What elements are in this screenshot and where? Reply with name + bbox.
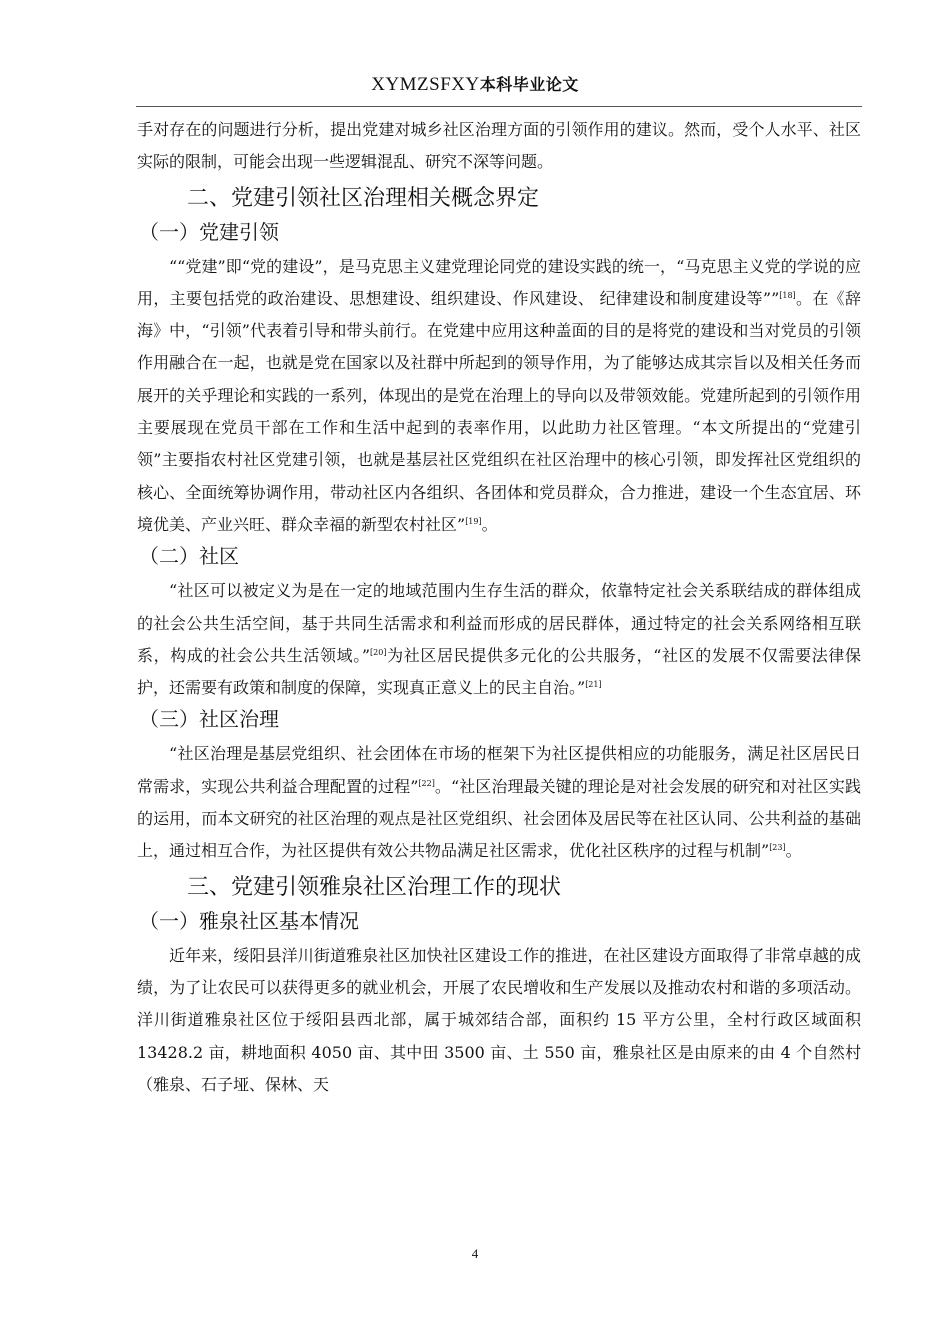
page-header — [0, 72, 950, 96]
paragraph-text: 。“社区治理最关键的理论是对社会发展的研究和对社区实践的运用，而本文研究的社区治理的观点是社区党组织、社会团体及居民等在社区认同、公共利益的基础上，通过相互合作，为社区提供有效公共物品满足社区需求，优化社区秩序的过程与机制” — [137, 776, 861, 861]
paragraph-text: “社区治理是基层党组织、社会团体在市场的框架下为社区提供相应的功能服务，满足社区居民日常需求，实现公共利益合理配置的过程” — [137, 744, 861, 796]
header-rule — [136, 106, 862, 107]
paragraph-intro-continued: 手对存在的问题进行分析，提出党建对城乡社区治理方面的引领作用的建议。然而，受个人水平、社区实际的限制，可能会出现一些逻辑混乱、研究不深等问题。 — [137, 120, 861, 172]
header-label: 本科毕业论文 — [479, 75, 579, 94]
subsection-heading-yaquan-overview: （一）雅泉社区基本情况 — [139, 908, 359, 933]
section-heading-2: 二、党建引领社区治理相关概念界定 — [187, 185, 540, 211]
paragraph-text: 。 — [785, 841, 802, 861]
paragraph-text: ““党建”即“党的建设”，是马克思主义建党理论同党的建设实践的统一，“马克思主义党的学说的应用，主要包括党的政治建设、思想建设、组织建设、作风建设、 纪律建设和制度建设等”” — [137, 256, 861, 308]
page-number: 4 — [471, 1246, 479, 1261]
subsection-heading-community-governance: （三）社区治理 — [139, 707, 279, 732]
page-content — [137, 114, 861, 1101]
paragraph-text: “社区可以被定义为是在一定的地域范围内生存生活的群众，依靠特定社会关系联结成的群体组成的社会公共生活空间，基于共同生活需求和利益而形成的居民群体，通过特定的社会关系网络相互联系，构成的社会公共生活领域。” — [137, 581, 861, 665]
paragraph-text: 。 — [481, 514, 498, 534]
citation-ref: [19] — [465, 516, 482, 526]
citation-ref: [20] — [370, 647, 387, 657]
citation-ref: [18] — [779, 290, 796, 300]
paragraph-yaquan-overview: 近年来，绥阳县洋川街道雅泉社区加快社区建设工作的推进，在社区建设方面取得了非常卓越的成绩，为了让农民可以获得更多的就业机会，开展了农民增收和生产发展以及推动农村和谐的多项活动。洋川街道雅泉社区位于绥阳县西北部，属于城郊结合部，面积约 15 平方公里，全村行政区域面积 13428.2 亩，耕地面积 4050 亩、其中田 3500 亩、土 550 亩，雅泉社区是由原来的由 4 个自然村（雅泉、石子垭、保林、天 — [137, 945, 861, 1094]
header-code: XYMZSFXY — [371, 74, 480, 95]
paragraph-text: 为社区居民提供多元化的公共服务，“社区的发展不仅需要法律保护，还需要有政策和制度的保障，实现真正意义上的民主自治。” — [137, 645, 861, 698]
citation-ref: [22] — [418, 778, 435, 788]
paragraph-text: 。在《辞海》中，“引领”代表着引导和带头前行。在党建中应用这种盖面的目的是将党的建设和当对党员的引领作用融合在一起，也就是党在国家以及社群中所起到的领导作用，为了能够达成其宗旨以及相关任务而展开的关乎理论和实践的一系列，体现出的是党在治理上的导向以及带领效能。党建所起到的引领作用主要展现在党员干部在工作和生活中起到的表率作用，以此助力社区管理。“本文所提出的“党建引领”主要指农村社区党建引领，也就是基层社区党组织在社区治理中的核心引领，即发挥社区党组织的核心、全面统筹协调作用，带动社区内各组织、各团体和党员群众，合力推进，建设一个生态宜居、环境优美、产业兴旺、群众幸福的新型农村社区” — [137, 288, 861, 534]
citation-ref: [23] — [769, 843, 786, 853]
paragraph-community-governance — [137, 738, 861, 867]
subsection-heading-community: （二）社区 — [139, 544, 239, 569]
paragraph-party-leadership — [137, 251, 861, 542]
section-heading-3: 三、党建引领雅泉社区治理工作的现状 — [187, 874, 562, 900]
subsection-heading-party-leadership: （一）党建引领 — [139, 219, 279, 244]
citation-ref: [21] — [585, 680, 602, 690]
paragraph-community — [137, 575, 861, 704]
